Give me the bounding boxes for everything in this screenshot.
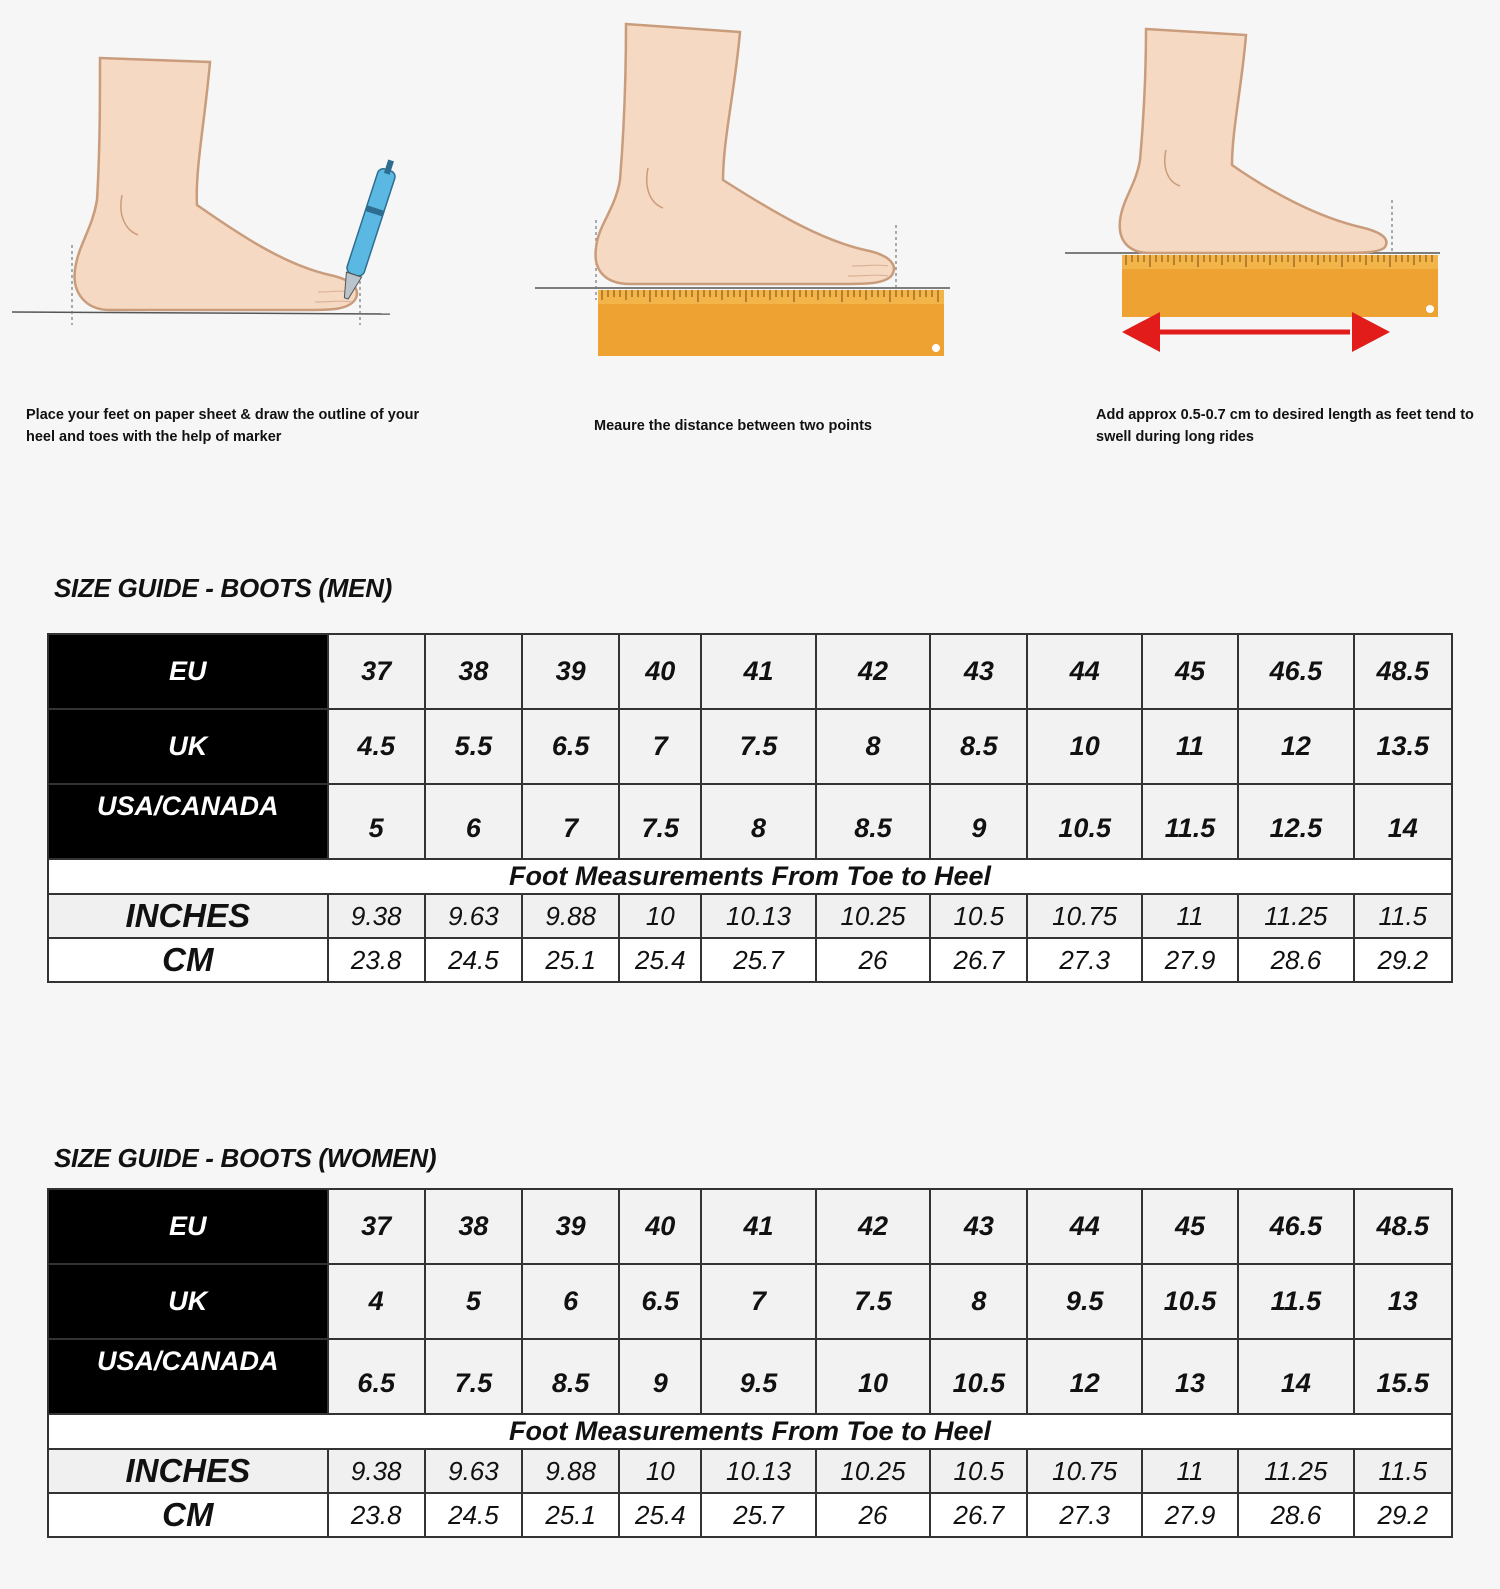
measure-cell: 9.88 bbox=[522, 1449, 619, 1493]
measure-cell: 28.6 bbox=[1238, 938, 1353, 982]
measure-caption: Foot Measurements From Toe to Heel bbox=[48, 859, 1452, 894]
foot-shape bbox=[1120, 29, 1387, 253]
measure-cell: 26 bbox=[816, 1493, 930, 1537]
measure-cell: 25.1 bbox=[522, 938, 619, 982]
size-cell: 41 bbox=[701, 634, 815, 709]
size-cell: 7.5 bbox=[619, 784, 701, 859]
measure-cell: 9.38 bbox=[328, 1449, 425, 1493]
eu-label: EU bbox=[48, 1189, 328, 1264]
measure-cell: 24.5 bbox=[425, 1493, 522, 1537]
size-cell: 13 bbox=[1142, 1339, 1238, 1414]
pen-icon bbox=[338, 158, 400, 301]
size-cell: 38 bbox=[425, 1189, 522, 1264]
size-cell: 12 bbox=[1238, 709, 1353, 784]
instruction-1-text: Place your feet on paper sheet & draw the outline of your heel and toes with the help of marker bbox=[26, 407, 420, 445]
measure-cell: 27.9 bbox=[1142, 1493, 1238, 1537]
size-cell: 13.5 bbox=[1354, 709, 1452, 784]
size-cell: 39 bbox=[522, 634, 619, 709]
size-cell: 6.5 bbox=[619, 1264, 701, 1339]
size-cell: 38 bbox=[425, 634, 522, 709]
size-cell: 42 bbox=[816, 1189, 930, 1264]
size-cell: 8 bbox=[930, 1264, 1027, 1339]
measure-cell: 11.5 bbox=[1354, 894, 1452, 938]
size-cell: 5 bbox=[328, 784, 425, 859]
instruction-3-text: Add approx 0.5-0.7 cm to desired length as feet tend to swell during long rides bbox=[1096, 407, 1474, 445]
size-cell: 41 bbox=[701, 1189, 815, 1264]
size-cell: 12 bbox=[1027, 1339, 1141, 1414]
size-cell: 8 bbox=[701, 784, 815, 859]
size-cell: 6 bbox=[522, 1264, 619, 1339]
ruler-icon bbox=[1122, 255, 1438, 317]
measure-cell: 10.25 bbox=[816, 894, 930, 938]
measure-cell: 25.4 bbox=[619, 938, 701, 982]
size-cell: 10.5 bbox=[1142, 1264, 1238, 1339]
size-cell: 12.5 bbox=[1238, 784, 1353, 859]
foot-ruler-illustration bbox=[530, 20, 960, 365]
size-cell: 7 bbox=[701, 1264, 815, 1339]
women-size-table bbox=[47, 1188, 1453, 1538]
size-cell: 14 bbox=[1354, 784, 1452, 859]
instruction-2-text: Meaure the distance between two points bbox=[594, 418, 872, 434]
size-cell: 37 bbox=[328, 1189, 425, 1264]
foot-shape bbox=[596, 24, 894, 284]
size-cell: 10.5 bbox=[930, 1339, 1027, 1414]
size-cell: 48.5 bbox=[1354, 634, 1452, 709]
measure-cell: 10.25 bbox=[816, 1449, 930, 1493]
measure-cell: 27.3 bbox=[1027, 1493, 1141, 1537]
men-size-table bbox=[47, 633, 1453, 983]
measure-cell: 26 bbox=[816, 938, 930, 982]
measure-cell: 11 bbox=[1142, 894, 1238, 938]
women-size-guide-title: SIZE GUIDE - BOOTS (WOMEN) bbox=[54, 1143, 437, 1173]
size-cell: 7.5 bbox=[701, 709, 815, 784]
cm-row bbox=[48, 938, 1452, 982]
uk-label: UK bbox=[48, 709, 328, 784]
measure-cell: 10 bbox=[619, 894, 701, 938]
size-cell: 48.5 bbox=[1354, 1189, 1452, 1264]
size-cell: 11.5 bbox=[1142, 784, 1238, 859]
size-cell: 14 bbox=[1238, 1339, 1353, 1414]
size-cell: 8.5 bbox=[930, 709, 1027, 784]
add-allowance-illustration bbox=[1060, 25, 1460, 360]
measure-cell: 10.5 bbox=[930, 894, 1027, 938]
size-cell: 9 bbox=[930, 784, 1027, 859]
inches-row bbox=[48, 1449, 1452, 1493]
measure-cell: 24.5 bbox=[425, 938, 522, 982]
measure-caption: Foot Measurements From Toe to Heel bbox=[48, 1414, 1452, 1449]
size-cell: 37 bbox=[328, 634, 425, 709]
size-cell: 7 bbox=[619, 709, 701, 784]
size-cell: 46.5 bbox=[1238, 634, 1353, 709]
cm-label: CM bbox=[48, 938, 328, 982]
measure-cell: 23.8 bbox=[328, 938, 425, 982]
size-cell: 44 bbox=[1027, 1189, 1141, 1264]
measure-cell: 10.75 bbox=[1027, 1449, 1141, 1493]
measure-cell: 11.25 bbox=[1238, 894, 1353, 938]
measure-cell: 10.75 bbox=[1027, 894, 1141, 938]
size-cell: 42 bbox=[816, 634, 930, 709]
size-cell: 6.5 bbox=[522, 709, 619, 784]
size-cell: 9.5 bbox=[1027, 1264, 1141, 1339]
measure-cell: 9.63 bbox=[425, 1449, 522, 1493]
measure-cell: 9.63 bbox=[425, 894, 522, 938]
measure-cell: 10.13 bbox=[701, 1449, 815, 1493]
measure-cell: 26.7 bbox=[930, 1493, 1027, 1537]
double-arrow-icon bbox=[1122, 312, 1390, 352]
size-cell: 8 bbox=[816, 709, 930, 784]
size-cell: 4 bbox=[328, 1264, 425, 1339]
measure-cell: 27.3 bbox=[1027, 938, 1141, 982]
size-cell: 43 bbox=[930, 1189, 1027, 1264]
size-cell: 6 bbox=[425, 784, 522, 859]
size-cell: 45 bbox=[1142, 634, 1238, 709]
size-cell: 8.5 bbox=[816, 784, 930, 859]
measure-cell: 23.8 bbox=[328, 1493, 425, 1537]
size-cell: 15.5 bbox=[1354, 1339, 1452, 1414]
measure-cell: 11.5 bbox=[1354, 1449, 1452, 1493]
measure-cell: 10.13 bbox=[701, 894, 815, 938]
measure-cell: 25.7 bbox=[701, 1493, 815, 1537]
inches-row bbox=[48, 894, 1452, 938]
size-cell: 9.5 bbox=[701, 1339, 815, 1414]
size-cell: 9 bbox=[619, 1339, 701, 1414]
size-cell: 7.5 bbox=[425, 1339, 522, 1414]
inches-label: INCHES bbox=[48, 1449, 328, 1493]
size-cell: 5.5 bbox=[425, 709, 522, 784]
measure-cell: 9.38 bbox=[328, 894, 425, 938]
ruler-icon bbox=[598, 290, 944, 356]
measure-cell: 25.7 bbox=[701, 938, 815, 982]
size-cell: 40 bbox=[619, 634, 701, 709]
eu-row bbox=[48, 634, 1452, 709]
size-cell: 10.5 bbox=[1027, 784, 1141, 859]
inches-label: INCHES bbox=[48, 894, 328, 938]
measure-cell: 28.6 bbox=[1238, 1493, 1353, 1537]
size-cell: 10 bbox=[816, 1339, 930, 1414]
size-cell: 13 bbox=[1354, 1264, 1452, 1339]
measure-cell: 29.2 bbox=[1354, 1493, 1452, 1537]
measure-cell: 11 bbox=[1142, 1449, 1238, 1493]
measure-caption-row bbox=[48, 1414, 1452, 1449]
size-cell: 5 bbox=[425, 1264, 522, 1339]
usa-row bbox=[48, 784, 1452, 859]
size-cell: 39 bbox=[522, 1189, 619, 1264]
eu-row bbox=[48, 1189, 1452, 1264]
size-cell: 11.5 bbox=[1238, 1264, 1353, 1339]
eu-label: EU bbox=[48, 634, 328, 709]
measure-cell: 9.88 bbox=[522, 894, 619, 938]
measure-cell: 10 bbox=[619, 1449, 701, 1493]
usa-row bbox=[48, 1339, 1452, 1414]
size-cell: 7.5 bbox=[816, 1264, 930, 1339]
uk-label: UK bbox=[48, 1264, 328, 1339]
foot-shape bbox=[75, 58, 357, 310]
cm-row bbox=[48, 1493, 1452, 1537]
measure-cell: 10.5 bbox=[930, 1449, 1027, 1493]
cm-label: CM bbox=[48, 1493, 328, 1537]
measure-cell: 27.9 bbox=[1142, 938, 1238, 982]
usa-label: USA/CANADA bbox=[48, 1339, 328, 1414]
size-cell: 11 bbox=[1142, 709, 1238, 784]
measure-cell: 25.4 bbox=[619, 1493, 701, 1537]
size-cell: 45 bbox=[1142, 1189, 1238, 1264]
size-cell: 40 bbox=[619, 1189, 701, 1264]
measure-cell: 11.25 bbox=[1238, 1449, 1353, 1493]
size-cell: 4.5 bbox=[328, 709, 425, 784]
men-size-guide-title: SIZE GUIDE - BOOTS (MEN) bbox=[54, 573, 393, 603]
usa-label: USA/CANADA bbox=[48, 784, 328, 859]
size-cell: 7 bbox=[522, 784, 619, 859]
size-cell: 46.5 bbox=[1238, 1189, 1353, 1264]
measure-cell: 26.7 bbox=[930, 938, 1027, 982]
size-cell: 10 bbox=[1027, 709, 1141, 784]
measure-cell: 29.2 bbox=[1354, 938, 1452, 982]
uk-row bbox=[48, 1264, 1452, 1339]
measure-caption-row bbox=[48, 859, 1452, 894]
size-cell: 43 bbox=[930, 634, 1027, 709]
uk-row bbox=[48, 709, 1452, 784]
measure-cell: 25.1 bbox=[522, 1493, 619, 1537]
foot-outline-illustration bbox=[0, 30, 440, 340]
size-cell: 44 bbox=[1027, 634, 1141, 709]
size-cell: 8.5 bbox=[522, 1339, 619, 1414]
size-cell: 6.5 bbox=[328, 1339, 425, 1414]
